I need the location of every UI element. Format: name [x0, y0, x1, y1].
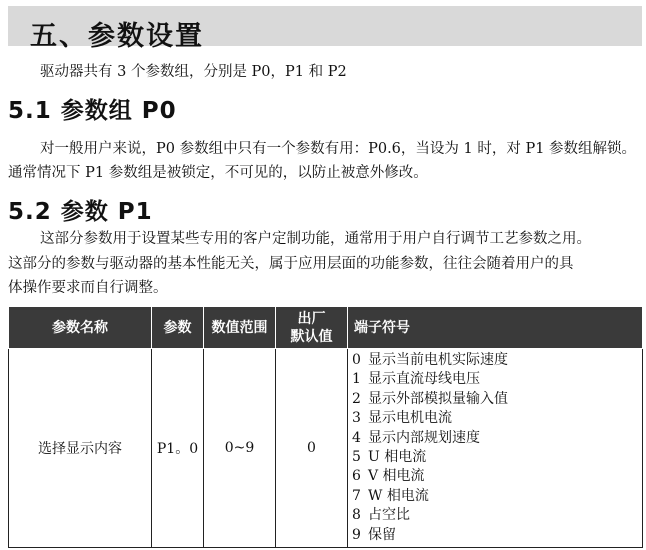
chapter-title: 五、参数设置	[30, 21, 204, 52]
section-p1-line1: 这部分参数用于设置某些专用的客户定制功能，通常用于用户自行调节工艺参数之用。	[40, 231, 591, 247]
cell-default: 0	[276, 349, 348, 548]
term-item: 4 显示内部规划速度	[352, 429, 480, 446]
term-item: 0 显示当前电机实际速度	[352, 352, 508, 368]
header-range: 数值范围	[204, 307, 276, 349]
term-item: 7 W 相电流	[352, 487, 429, 504]
header-param: 参数	[152, 307, 204, 349]
section-p0-line1: 对一般用户来说，P0 参数组中只有一个参数有用：P0.6，当设为 1 时，对 P1 参数组解锁。	[40, 141, 637, 157]
parameter-table	[8, 306, 643, 548]
chapter-header-bar	[8, 6, 642, 52]
header-default-line2: 默认值	[290, 328, 333, 345]
term-item: 9 保留	[352, 526, 396, 543]
section-p1-line2: 这部分的参数与驱动器的基本性能无关，属于应用层面的功能参数，往往会随着用户的具	[8, 256, 574, 272]
term-item: 3 显示电机电流	[352, 410, 452, 427]
table-row	[9, 349, 643, 548]
cell-range: 0~9	[204, 349, 276, 548]
intro-text: 驱动器共有 3 个参数组，分别是 P0，P1 和 P2	[40, 64, 347, 80]
cell-terms	[348, 349, 643, 548]
term-item: 6 V 相电流	[352, 468, 425, 485]
header-default-line1: 出厂	[297, 310, 326, 327]
section-title-p1: 5.2 参数 P1	[8, 199, 153, 225]
term-item: 5 U 相电流	[352, 449, 427, 466]
term-item: 2 显示外部模拟量输入值	[352, 390, 508, 407]
table-header-row	[9, 307, 643, 349]
term-item: 1 显示直流母线电压	[352, 371, 480, 388]
cell-param-name: 选择显示内容	[9, 349, 152, 548]
header-default	[276, 307, 348, 349]
header-param-name: 参数名称	[9, 307, 152, 349]
section-p1-line3: 体操作要求而自行调整。	[8, 280, 168, 296]
term-item: 8 占空比	[352, 507, 410, 524]
cell-param: P1。0	[152, 349, 204, 548]
header-symbol: 端子符号	[348, 307, 643, 349]
section-p0-line2: 通常情况下 P1 参数组是被锁定，不可见的，以防止被意外修改。	[8, 165, 428, 181]
section-title-p0: 5.1 参数组 P0	[8, 98, 177, 124]
